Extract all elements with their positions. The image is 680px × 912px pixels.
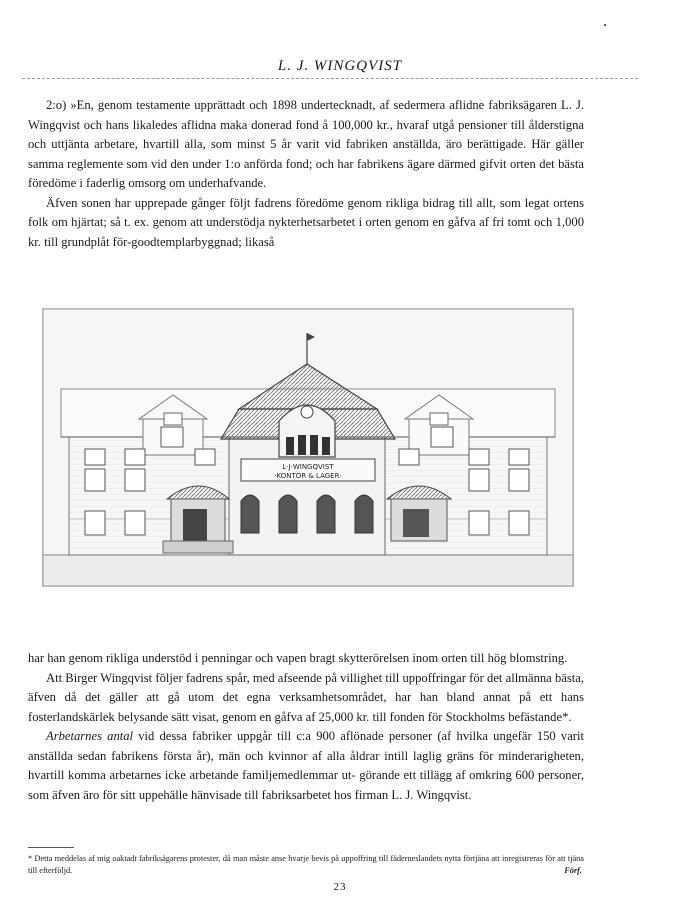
text-line: bland annat på ett hans fosterlandskärlek belysande sätt visat, genom en gåfva af 25,000 kr. — [28, 690, 584, 724]
text-line: fabriksarbetet hos firman L. J. Wingqvist. — [261, 787, 472, 802]
building-drawing — [43, 309, 573, 586]
sign-line-2: ·KONTOR & LAGER· — [274, 472, 342, 480]
body-text-top — [28, 96, 584, 252]
body-text-bottom — [28, 649, 584, 805]
footnote-text: * Detta meddelas af mig oaktadt fabriksägarens protester, då man måste anse hvarje bevis på uppoffring till fäderneslandets nytta förtjäna att inregistreras för att tjäna till efterföljd. — [28, 854, 584, 875]
workers-lead: Arbetarnes antal — [46, 729, 134, 743]
text-line: till fonden för Stockholms befästande*. — [372, 709, 572, 724]
text-line: hvaraf utgå pensioner till ålderstigna och uttjänta arbetare, hvartill alla, som minst 5 år varit — [28, 117, 584, 151]
text-line: Äfven sonen har upprepade gånger följt fadrens föredöme genom rikliga bidrag till allt, — [46, 195, 496, 210]
text-line: gräns för minderarigheten, hvartill komma arbetarnes icke arbetande familjemedlemmar ut- — [28, 748, 585, 782]
text-line: 2:o) »En, genom testamente upprättadt och 1898 undertecknadt, af sedermera aflidne — [46, 98, 485, 112]
text-line: omsorg om underhafvande. — [128, 176, 267, 190]
building-illustration — [42, 308, 574, 587]
sign-line-1: L·J·WINGQVIST — [282, 463, 334, 471]
footnote — [28, 853, 584, 877]
paragraph-workers — [28, 727, 584, 805]
running-header: L. J. WINGQVIST — [277, 58, 403, 74]
text-line: genom en gåfva af fri tomt och 1,000 kr. till grundplåt för-goodtemplarbyggnad; likaså — [28, 215, 584, 249]
text-line: 150 varit anställda sedan fabrikens första år), män och kvinnor af alla åldrar intill laglig — [28, 729, 584, 763]
text-line: fabriksägaren L. J. Wingqvist och hans likaledes aflidna maka donerad fond å 100,000 kr., — [28, 98, 584, 132]
text-line: har han genom rikliga understöd i penningar och vapen bragt skytterörelsen inom orten — [28, 651, 468, 665]
footnote-rule — [28, 847, 74, 848]
text-line: vid dessa fabriker uppgår till c:a 900 aflönade personer (af hvilka ungefär — [133, 729, 532, 743]
text-line: görande ett tillägg af omkring 600 personer, som äfven äro för sitt uppehälle hänvisade till — [28, 768, 584, 802]
text-line: vid fabriken anställda, äro berättigade. Här gäller samma reglemente som vid den under — [28, 137, 584, 171]
text-line: Att Birger Wingqvist följer fadrens spår, med afseende på villighet till uppoffringar för — [46, 670, 484, 685]
footnote-signature: Förf. — [564, 866, 582, 875]
paragraph-continuation — [28, 649, 584, 669]
text-line: som legat ortens folk om hjärtat; så t. ex. genom att understödja nykterhetsarbetet i orten — [28, 195, 584, 229]
corner-mark — [604, 24, 606, 26]
page-number: 23 — [333, 881, 347, 893]
text-line: det allmänna bästa, äfven då det gäller att gå utom det egna verksamhetsområdet, har han — [28, 670, 584, 704]
paragraph-fond — [28, 96, 584, 194]
paragraph-sonen — [28, 194, 584, 253]
paragraph-birger — [28, 669, 584, 728]
header-rule — [22, 78, 638, 79]
text-line: till hög blomstring. — [470, 651, 568, 665]
text-line: 1:o anförda fond; och har fabrikens ägare därmed gifvit orten det bästa föredöme i faderlig — [28, 156, 584, 190]
